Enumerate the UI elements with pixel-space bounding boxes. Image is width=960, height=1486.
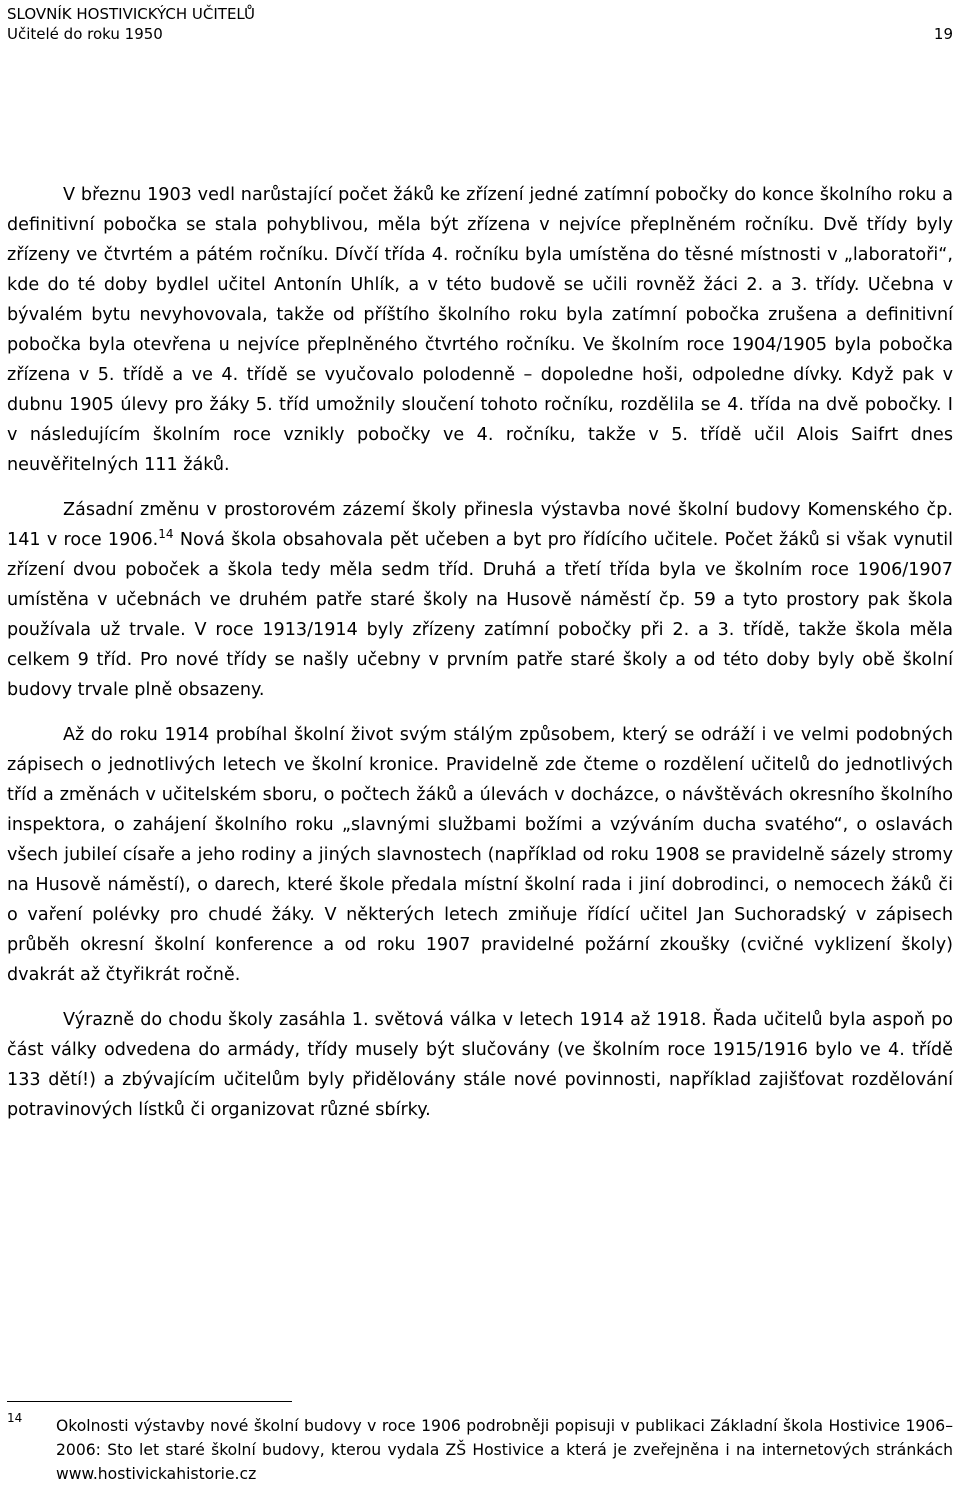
paragraph-2-text-after: Nová škola obsahovala pět učeben a byt pro řídícího učitele. Počet žáků si však vynutil zřízení dvou poboček a škola tedy měla sedm tříd. Druhá a třetí třída byla ve školním roce 1906/1907 umístěna v učebnách ve druhém patře staré školy na Husově náměstí čp. 59 a tyto prostory pak škola používala už trvale. V roce 1913/1914 byly zřízeny zatímní pobočky při 2. a 3. třídě, takže škola měla celkem 9 tříd. Pro nové třídy se našly učebny v prvním patře staré školy a od této doby byly obě školní budovy trvale plně obsazeny.: [7, 530, 954, 700]
footnote-number: 14: [7, 1411, 23, 1425]
page-header: [7, 4, 953, 44]
paragraph-2-text-before: Zásadní změnu v prostorovém zázemí školy přinesla výstavba nové školní budovy Komenského čp. 141 v roce 1906.: [7, 500, 953, 550]
page-number: 19: [933, 25, 953, 43]
footnote: [7, 1410, 953, 1484]
footnote-text: Okolnosti výstavby nové školní budovy v roce 1906 podrobněji popisuji v publikaci Základní škola Hostivice 1906–2006: Sto let staré školní budovy, kterou vydala ZŠ Hostivice a která je zveřejněna i na internetových stránkách www.hostivickahistorie.cz: [56, 1417, 953, 1483]
paragraph-3: Až do roku 1914 probíhal školní život svým stálým způsobem, který se odráží i ve velmi podobných zápisech o jednotlivých letech ve školní kronice. Pravidelně zde čteme o rozdělení učitelů do jednotlivých tříd a změnách v učitelském sboru, o počtech žáků a úlevách v docházce, o návštěvách okresního školního inspektora, o zahájení školního roku „slavnými službami božími a vzýváním ducha svatého“, o oslavách všech jubileí císaře a jeho rodiny a jiných slavnostech (například od roku 1908 se pravidelně sázely stromy na Husově náměstí), o darech, které škole předala místní školní rada i jiní dobrodinci, o nemocech žáků či o vaření polévky pro chudé žáky. V některých letech zmiňuje řídící učitel Jan Suchoradský v zápisech průběh okresní školní konference a od roku 1907 pravidelné požární zkoušky (cvičné vyklizení školy) dvakrát až čtyřikrát ročně.: [7, 725, 953, 985]
footnote-divider: [7, 1401, 292, 1402]
paragraph-4: Výrazně do chodu školy zasáhla 1. světová válka v letech 1914 až 1918. Řada učitelů byla aspoň po část války odvedena do armády, třídy musely být slučovány (ve školním roce 1915/1916 bylo ve 4. třídě 133 dětí!) a zbývajícím učitelům byly přidělovány stále nové povinnosti, například zajišťovat rozdělování potravinových lístků či organizovat různé sbírky.: [7, 1010, 953, 1120]
main-text: [7, 180, 953, 1140]
paragraph-1: V březnu 1903 vedl narůstající počet žáků ke zřízení jedné zatímní pobočky do konce školního roku a definitivní pobočka se stala pohyblivou, měla být zřízena v nejvíce přeplněném ročníku. Dvě třídy byly zřízeny ve čtvrtém a pátém ročníku. Dívčí třída 4. ročníku byla umístěna do těsné místnosti v „laboratoři“, kde do té doby bydlel učitel Antonín Uhlík, a v této budově se učili rovněž žáci 2. a 3. třídy. Učebna v bývalém bytu nevyhovovala, takže od příštího školního roku byla zatímní pobočka zrušena a definitivní pobočka byla otevřena u nejvíce přeplněného čtvrtého ročníku. Ve školním roce 1904/1905 byla pobočka zřízena v 5. třídě a ve 4. třídě se vyučovalo polodenně – dopoledne hoši, odpoledne dívky. Když pak v dubnu 1905 úlevy pro žáky 5. tříd umožnily sloučení tohoto ročníku, rozdělila se 4. třída na dvě pobočky. I v následujícím školním roce vznikly pobočky ve 4. ročníku, takže v 5. třídě učil Alois Saifrt dnes neuvěřitelných 111 žáků.: [7, 185, 953, 475]
footnote-reference[interactable]: 14: [158, 527, 174, 541]
paragraph-2: [7, 495, 953, 705]
document-title: SLOVNÍK HOSTIVICKÝCH UČITELŮ: [7, 5, 256, 23]
document-subtitle: Učitelé do roku 1950: [7, 25, 163, 43]
